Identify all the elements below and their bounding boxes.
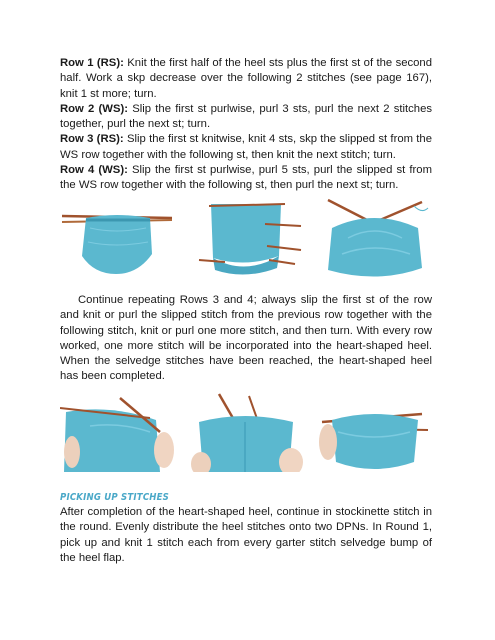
row-1-label: Row 1 (RS): [60, 57, 124, 69]
row-2-label: Row 2 (WS): [60, 102, 129, 115]
section-heading: PICKING UP STITCHES [60, 492, 170, 503]
row-3-label: Row 3 (RS): [60, 133, 124, 146]
row-1-text: Knit the first half of the heel sts plus the first st of the second half. Work a skp decrease over the following 2 stitches (see page 167), knit 1 st more; turn. [60, 57, 432, 100]
knitting-heel-image-5 [189, 392, 303, 472]
row-4-text: Slip the first st purlwise, purl 5 sts, purl the slipped st from the WS row together with the following st, then purl the next st; turn. [60, 164, 433, 192]
row-4-instruction [60, 163, 432, 194]
heel-photo-2 [189, 198, 303, 278]
row-2-text: Slip the first st purlwise, purl 3 sts, purl the next 2 stitches together, purl the next st; turn. [60, 102, 432, 131]
continue-paragraph: Continue repeating Rows 3 and 4; always slip the first st of the row and knit or purl the slipped stitch from the previous row together with the following stitch, knit or purl one more stitch, and then turn. With every row worked, one more stitch will be incorporated into the heart-shaped heel. When the selvedge stitches have been reached, the heart-shaped heel has been completed. [60, 294, 432, 383]
pickup-paragraph: After completion of the heart-shaped heel, continue in stockinette stitch in the round. Evenly distribute the heel stitches onto two DPNs. In Round 1, pick up and knit 1 stitch each from every garter stitch selvedge bump of the heel flap. [60, 506, 432, 564]
row-3-instruction [60, 132, 432, 163]
row-3-text: Slip the first st knitwise, knit 4 sts, skp the slipped st from the WS row together with the following st, then knit the next stitch; turn. [60, 133, 433, 161]
row-2-instruction [60, 102, 432, 133]
row-4-label: Row 4 (WS): [60, 164, 128, 177]
heel-row-instructions [60, 56, 432, 194]
heel-photo-3 [318, 198, 432, 278]
knitting-heel-image-4 [60, 392, 174, 472]
knitting-heel-image-1 [60, 198, 174, 278]
knitting-heel-image-6 [318, 392, 432, 472]
photo-row-top [60, 198, 432, 278]
continue-instructions [60, 293, 432, 385]
pickup-instructions [60, 505, 432, 566]
heel-photo-5 [189, 392, 303, 472]
knitting-heel-image-2 [189, 198, 303, 278]
row-1-instruction [60, 56, 432, 102]
photo-row-bottom [60, 392, 432, 472]
knitting-heel-image-3 [318, 198, 432, 278]
heel-photo-4 [60, 392, 174, 472]
heel-photo-1 [60, 198, 174, 278]
heel-photo-6 [318, 392, 432, 472]
